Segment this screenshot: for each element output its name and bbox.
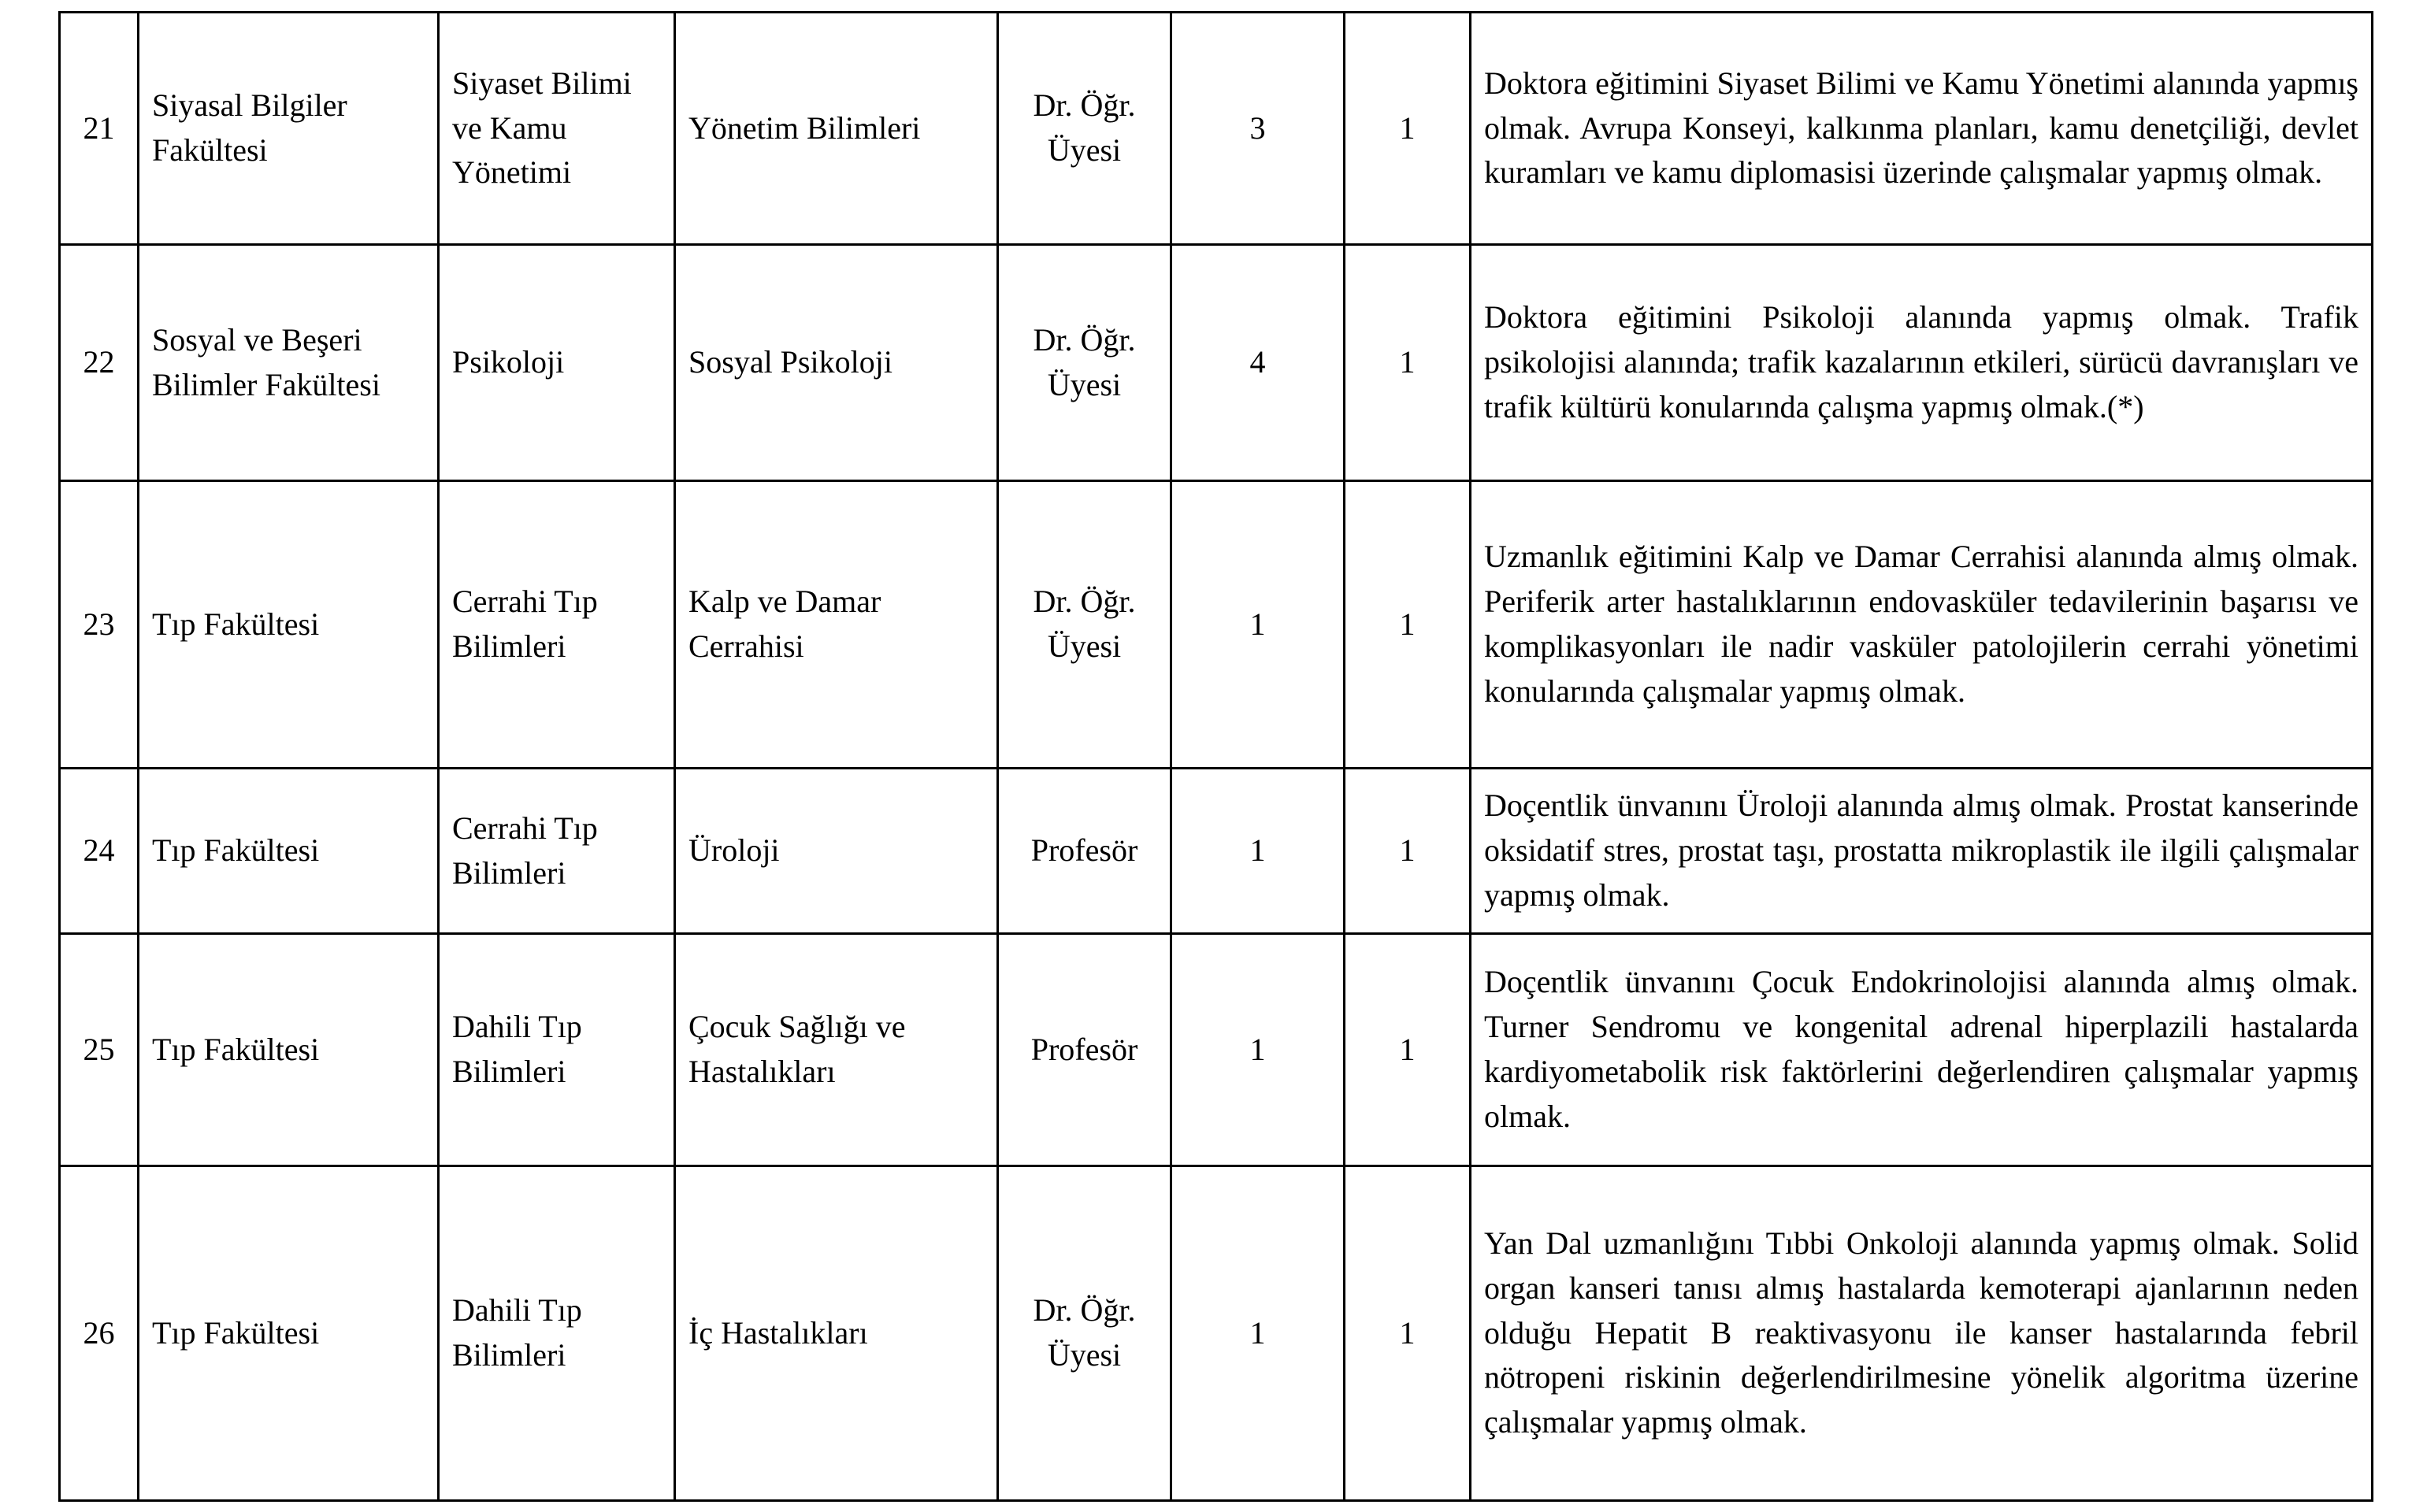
description-cell: Doçentlik ünvanını Üroloji alanında almış olmak. Prostat kanserinde oksidatif stres, prostat taşı, prostatta mikroplastik ile ilgili çalışmalar yapmış olmak. (1471, 769, 2373, 934)
faculty-cell: Sosyal ve Beşeri Bilimler Fakültesi (139, 245, 439, 481)
grade-cell: 4 (1171, 245, 1345, 481)
faculty-cell: Siyasal Bilgiler Fakültesi (139, 13, 439, 245)
row-number-cell: 23 (60, 481, 139, 769)
description-cell: Doktora eğitimini Psikoloji alanında yapmış olmak. Trafik psikolojisi alanında; trafik kazalarının etkileri, sürücü davranışları ve trafik kültürü konularında çalışma yapmış olmak.(*) (1471, 245, 2373, 481)
department-cell: Cerrahi Tıp Bilimleri (439, 481, 675, 769)
grade-cell: 3 (1171, 13, 1345, 245)
academic-positions-table (58, 11, 2373, 1502)
field-cell: Yönetim Bilimleri (675, 13, 998, 245)
title-cell: Profesör (998, 934, 1171, 1166)
department-cell: Siyaset Bilimi ve Kamu Yönetimi (439, 13, 675, 245)
title-cell: Dr. Öğr. Üyesi (998, 13, 1171, 245)
title-cell: Profesör (998, 769, 1171, 934)
faculty-cell: Tıp Fakültesi (139, 481, 439, 769)
department-cell: Psikoloji (439, 245, 675, 481)
count-cell: 1 (1345, 1166, 1471, 1501)
grade-cell: 1 (1171, 1166, 1345, 1501)
field-cell: Üroloji (675, 769, 998, 934)
row-number-cell: 25 (60, 934, 139, 1166)
count-cell: 1 (1345, 481, 1471, 769)
field-cell: Kalp ve Damar Cerrahisi (675, 481, 998, 769)
count-cell: 1 (1345, 934, 1471, 1166)
table-row (60, 934, 2373, 1166)
field-cell: Sosyal Psikoloji (675, 245, 998, 481)
table-row (60, 1166, 2373, 1501)
description-cell: Doçentlik ünvanını Çocuk Endokrinolojisi alanında almış olmak. Turner Sendromu ve kongenital adrenal hiperplazili hastalarda kardiyometabolik risk faktörlerini değerlendiren çalışmalar yapmış olmak. (1471, 934, 2373, 1166)
table-row (60, 769, 2373, 934)
description-cell: Doktora eğitimini Siyaset Bilimi ve Kamu Yönetimi alanında yapmış olmak. Avrupa Konseyi, kalkınma planları, kamu denetçiliği, devlet kuramları ve kamu diplomasisi üzerinde çalışmalar yapmış olmak. (1471, 13, 2373, 245)
row-number-cell: 21 (60, 13, 139, 245)
description-cell: Uzmanlık eğitimini Kalp ve Damar Cerrahisi alanında almış olmak. Periferik arter hastalıklarının endovasküler tedavilerinin başarısı ve komplikasyonları ile nadir vasküler patolojilerin cerrahi yönetimi konularında çalışmalar yapmış olmak. (1471, 481, 2373, 769)
field-cell: Çocuk Sağlığı ve Hastalıkları (675, 934, 998, 1166)
faculty-cell: Tıp Fakültesi (139, 1166, 439, 1501)
department-cell: Cerrahi Tıp Bilimleri (439, 769, 675, 934)
department-cell: Dahili Tıp Bilimleri (439, 1166, 675, 1501)
grade-cell: 1 (1171, 769, 1345, 934)
description-cell: Yan Dal uzmanlığını Tıbbi Onkoloji alanında yapmış olmak. Solid organ kanseri tanısı almış hastalarda kemoterapi ajanlarının neden olduğu Hepatit B reaktivasyonu ile kanser hastalarında febril nötropeni riskinin değerlendirilmesine yönelik algoritma üzerine çalışmalar yapmış olmak. (1471, 1166, 2373, 1501)
count-cell: 1 (1345, 13, 1471, 245)
row-number-cell: 24 (60, 769, 139, 934)
title-cell: Dr. Öğr. Üyesi (998, 1166, 1171, 1501)
faculty-cell: Tıp Fakültesi (139, 769, 439, 934)
title-cell: Dr. Öğr. Üyesi (998, 481, 1171, 769)
faculty-cell: Tıp Fakültesi (139, 934, 439, 1166)
table-row (60, 13, 2373, 245)
table-row (60, 481, 2373, 769)
department-cell: Dahili Tıp Bilimleri (439, 934, 675, 1166)
row-number-cell: 26 (60, 1166, 139, 1501)
count-cell: 1 (1345, 769, 1471, 934)
title-cell: Dr. Öğr. Üyesi (998, 245, 1171, 481)
field-cell: İç Hastalıkları (675, 1166, 998, 1501)
count-cell: 1 (1345, 245, 1471, 481)
table-row (60, 245, 2373, 481)
row-number-cell: 22 (60, 245, 139, 481)
grade-cell: 1 (1171, 934, 1345, 1166)
grade-cell: 1 (1171, 481, 1345, 769)
